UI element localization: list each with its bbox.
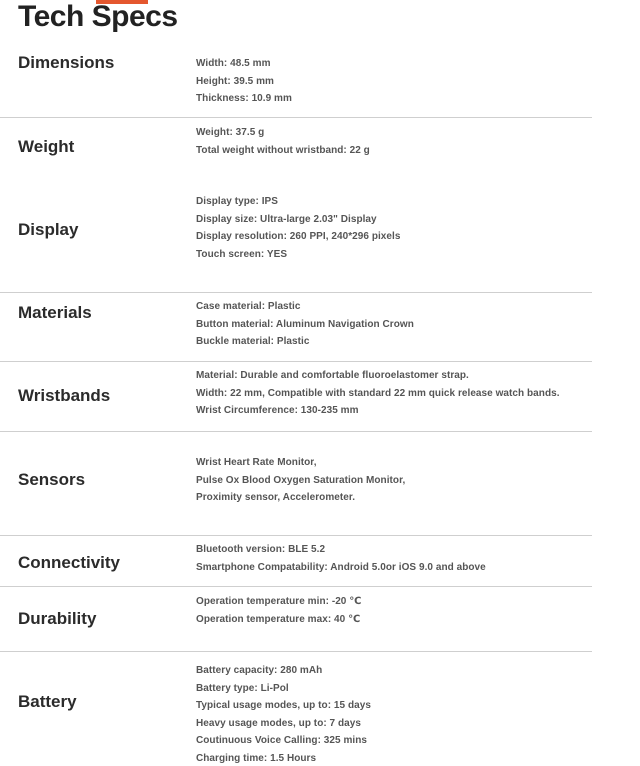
spec-detail: Battery capacity: 280 mAh bbox=[196, 665, 323, 676]
spec-label: Durability bbox=[18, 609, 97, 628]
spec-detail: Pulse Ox Blood Oxygen Saturation Monitor, bbox=[196, 474, 406, 486]
spec-detail: Material: Durable and comfortable fluoroelastomer strap. bbox=[196, 370, 469, 381]
spec-label: Connectivity bbox=[18, 553, 121, 572]
spec-detail: Total weight without wristband: 22 g bbox=[196, 144, 370, 156]
spec-label: Weight bbox=[18, 137, 75, 156]
spec-details bbox=[196, 593, 361, 628]
spec-label: Dimensions bbox=[18, 53, 115, 72]
spec-section-display bbox=[0, 186, 592, 293]
spec-detail: Wrist Circumference: 130-235 mm bbox=[196, 405, 359, 416]
page-title: Tech Specs bbox=[18, 0, 178, 33]
spec-details bbox=[196, 298, 414, 351]
spec-detail: Width: 48.5 mm bbox=[196, 58, 271, 69]
spec-section-sensors bbox=[0, 432, 592, 536]
spec-section-connectivity bbox=[0, 536, 592, 587]
spec-section-wristbands bbox=[0, 362, 592, 432]
spec-section-durability bbox=[0, 587, 592, 652]
spec-detail: Heavy usage modes, up to: 7 days bbox=[196, 717, 361, 729]
spec-detail: Buckle material: Plastic bbox=[196, 336, 310, 347]
spec-details bbox=[196, 454, 405, 507]
spec-label: Sensors bbox=[18, 470, 86, 489]
spec-detail: Operation temperature min: -20 ℃ bbox=[196, 596, 362, 607]
spec-details bbox=[196, 124, 370, 159]
spec-details bbox=[196, 541, 486, 576]
spec-section-dimensions bbox=[0, 48, 592, 118]
spec-details bbox=[196, 55, 292, 108]
spec-label: Battery bbox=[18, 692, 77, 711]
spec-detail: Touch screen: YES bbox=[196, 248, 288, 260]
spec-detail: Battery type: Li-Pol bbox=[196, 682, 289, 694]
spec-detail: Charging time: 1.5 Hours bbox=[196, 752, 317, 764]
spec-detail: Wrist Heart Rate Monitor, bbox=[196, 457, 317, 468]
spec-detail: Coutinuous Voice Calling: 325 mins bbox=[196, 735, 367, 746]
spec-detail: Display resolution: 260 PPI, 240*296 pixels bbox=[196, 231, 401, 242]
spec-detail: Width: 22 mm, Compatible with standard 22 mm quick release watch bands. bbox=[196, 387, 560, 399]
spec-detail: Button material: Aluminum Navigation Crown bbox=[196, 318, 414, 330]
spec-detail: Thickness: 10.9 mm bbox=[196, 93, 292, 104]
spec-label: Display bbox=[18, 220, 79, 239]
spec-detail: Operation temperature max: 40 ℃ bbox=[196, 613, 361, 625]
spec-detail: Display type: IPS bbox=[196, 196, 278, 207]
spec-detail: Height: 39.5 mm bbox=[196, 75, 274, 87]
spec-section-battery bbox=[0, 652, 592, 766]
spec-detail: Case material: Plastic bbox=[196, 301, 301, 312]
spec-detail: Typical usage modes, up to: 15 days bbox=[196, 700, 371, 711]
spec-details bbox=[196, 662, 371, 766]
spec-detail: Proximity sensor, Accelerometer. bbox=[196, 492, 356, 503]
spec-details bbox=[196, 193, 400, 263]
spec-detail: Weight: 37.5 g bbox=[196, 127, 265, 138]
spec-label: Wristbands bbox=[18, 386, 111, 405]
spec-section-weight bbox=[0, 118, 592, 186]
spec-section-materials bbox=[0, 293, 592, 362]
spec-detail: Bluetooth version: BLE 5.2 bbox=[196, 544, 326, 555]
spec-detail: Display size: Ultra-large 2.03" Display bbox=[196, 213, 377, 225]
spec-label: Materials bbox=[18, 303, 92, 322]
spec-details bbox=[196, 367, 560, 420]
spec-detail: Smartphone Compatability: Android 5.0or iOS 9.0 and above bbox=[196, 561, 486, 573]
